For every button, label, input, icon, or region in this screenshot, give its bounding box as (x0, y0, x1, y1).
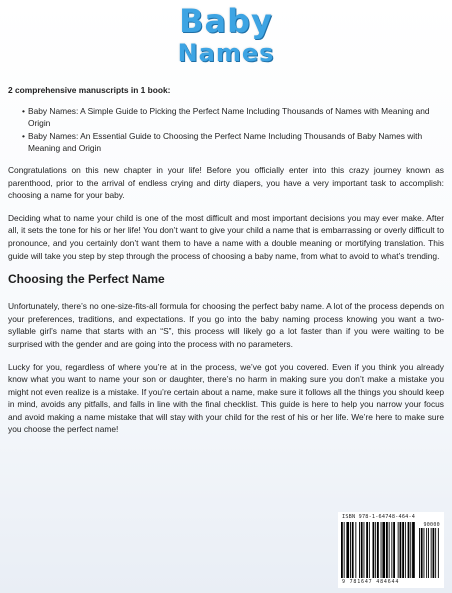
manuscript-item: • Baby Names: A Simple Guide to Picking the Perfect Name Including Thousands of Names with Meaning and Origin (28, 105, 444, 130)
intro-paragraph: Deciding what to name your child is one of the most difficult and most important decisions you may ever make. After all, it sets the tone for his or her life! You don’t want to give your child a name that is embarrassing or overly difficult to pronounce, and you certainly don’t want them to have a name with a double meaning or mortifying translation. This guide will take you step by step through the process of choosing a baby name, from what to avoid to what’s trending. (8, 212, 444, 261)
isbn-barcode (338, 512, 444, 588)
manuscript-item: • Baby Names: An Essential Guide to Choosing the Perfect Name Including Thousands of Baby Names with Meaning and Origin (28, 130, 444, 155)
section-paragraph: Lucky for you, regardless of where you’re at in the process, we’ve got you covered. Even if you think you already know what you want to name your son or daughter, there’s no harm in making sure you don’t make a mistake you might not even realize is a mistake. If you’re certain about a name, make sure it follows all the things you should keep in mind, avoids any pitfalls, and falls in line with the final checklist. This guide is here to help you narrow your focus and avoid making a name mistake that will stay with your child for the rest of his or her life. We’re here to make sure you choose the perfect name! (8, 361, 444, 435)
title-names: Names (177, 39, 275, 67)
cover-header (0, 0, 452, 80)
blurb-text (8, 84, 444, 446)
section-paragraph: Unfortunately, there’s no one-size-fits-all formula for choosing the perfect baby name. A lot of the process depends on your preferences, traditions, and expectations. If you go into the baby naming process knowing you want a two-syllable girl’s name that starts with an “S”, this process will likely go a lot faster than if you were waiting to be surprised with the gender and are going into the process with no parameters. (8, 301, 444, 349)
isbn-number: ISBN 978-1-64748-464-4 (342, 514, 416, 520)
price-code: 90000 (423, 522, 440, 528)
intro-paragraph: Congratulations on this new chapter in your life! Before you officially enter into this crazy journey known as parenthood, prior to the arrival of endless crying and dirty diapers, you have a very important task to accomplish: choosing a name for your baby. (8, 164, 444, 201)
section-heading: Choosing the Perfect Name (8, 272, 165, 287)
manuscript-list (8, 105, 444, 155)
barcode-icon (341, 522, 441, 578)
title-baby: Baby (179, 2, 273, 40)
lead-line: 2 comprehensive manuscripts in 1 book: (8, 85, 171, 95)
barcode-digits: 9 781647 484644 (342, 579, 400, 585)
